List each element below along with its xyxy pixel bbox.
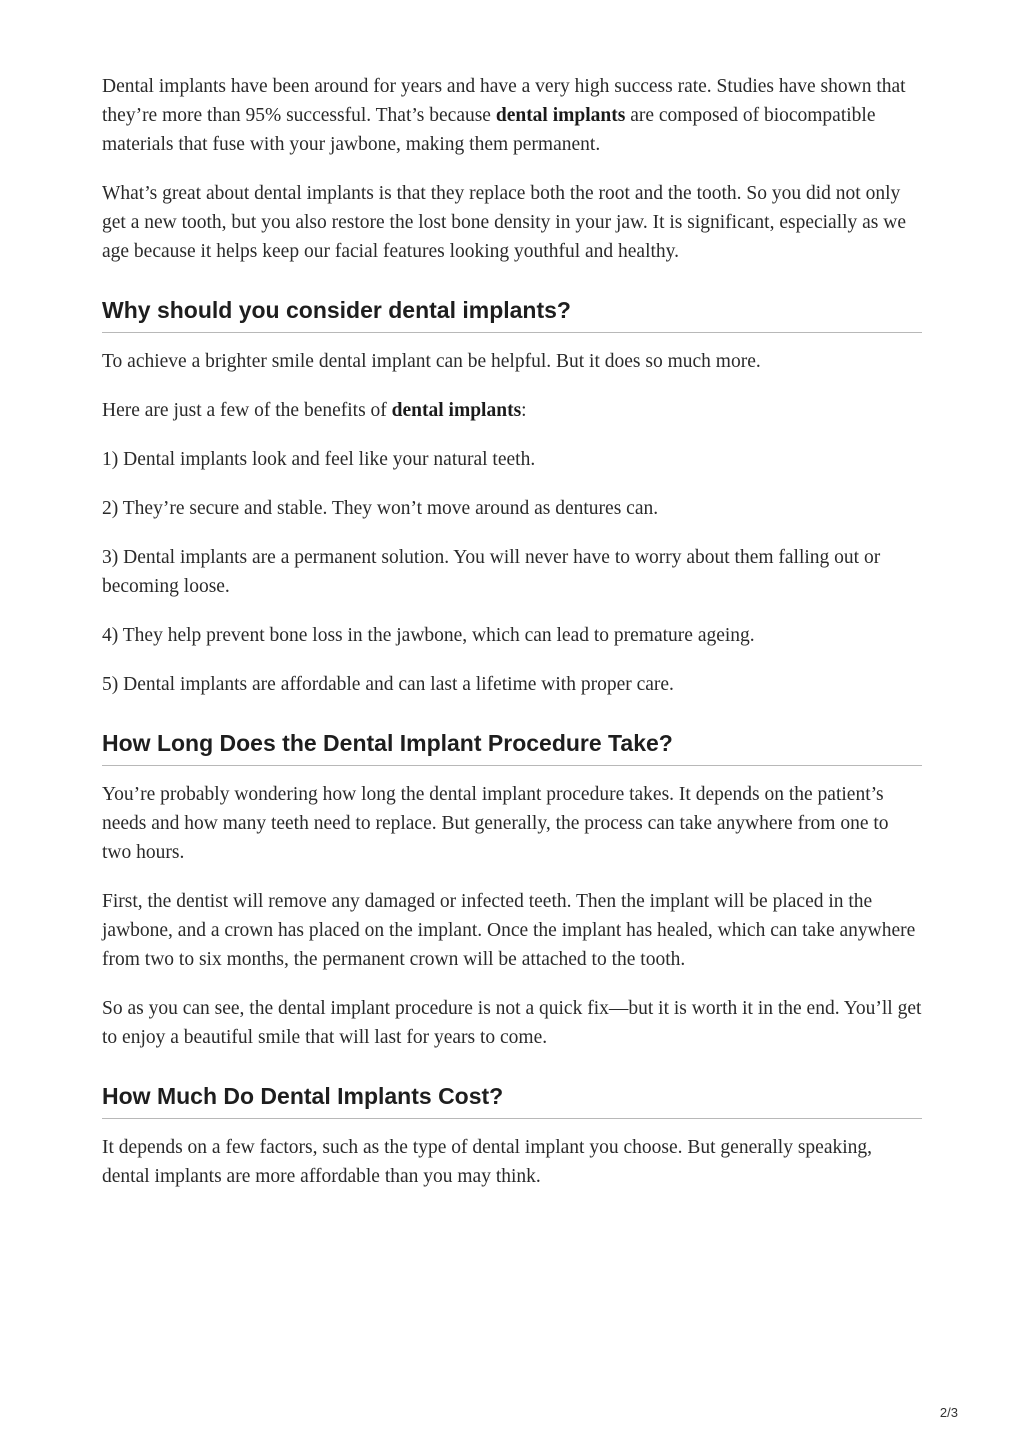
- benefit-item: 4) They help prevent bone loss in the jawbone, which can lead to premature ageing.: [102, 625, 755, 646]
- intro-p1-bold-link: dental implants: [495, 105, 626, 126]
- document-page: [102, 72, 922, 1211]
- section2-paragraph: So as you can see, the dental implant procedure is not a quick fix—but it is worth it in the end. You’ll get to enjoy a beautiful smile that will last for years to come.: [102, 998, 922, 1048]
- intro-p1-text-before: Dental implants have been around for years and have a very high success rate. Studies have shown that they’re more than 95% successful. That’s because: [102, 76, 906, 126]
- benefit-item: 2) They’re secure and stable. They won’t move around as dentures can.: [102, 498, 659, 519]
- section1-paragraph-2: [102, 396, 922, 425]
- section1-p2-bold: dental implants: [391, 400, 522, 421]
- section1-p2-text-after: :: [521, 400, 527, 421]
- section2-paragraph: You’re probably wondering how long the dental implant procedure takes. It depends on the patient’s needs and how many teeth need to replace. But generally, the process can take anywhere from one to two hours.: [102, 784, 889, 863]
- section3-paragraph: It depends on a few factors, such as the type of dental implant you choose. But generally speaking, dental implants are more affordable than you may think.: [102, 1137, 873, 1187]
- section-heading-why: Why should you consider dental implants?: [102, 296, 922, 333]
- benefit-item: 1) Dental implants look and feel like your natural teeth.: [102, 449, 536, 470]
- section1-paragraph-1: To achieve a brighter smile dental implant can be helpful. But it does so much more.: [102, 351, 761, 372]
- intro-p1-text-after: are composed of biocompatible materials that fuse with your jawbone, making them permanent.: [102, 105, 876, 155]
- section-heading-procedure-time: How Long Does the Dental Implant Procedure Take?: [102, 729, 922, 766]
- benefit-item: 3) Dental implants are a permanent solution. You will never have to worry about them falling out or becoming loose.: [102, 547, 881, 597]
- intro-paragraph-2: What’s great about dental implants is that they replace both the root and the tooth. So you did not only get a new tooth, but you also restore the lost bone density in your jaw. It is significant, especially as we age because it helps keep our facial features looking youthful and healthy.: [102, 183, 907, 262]
- page-number: 2/3: [939, 1405, 958, 1420]
- benefit-item: 5) Dental implants are affordable and can last a lifetime with proper care.: [102, 674, 674, 695]
- section1-p2-text-before: Here are just a few of the benefits of: [102, 400, 392, 421]
- section-heading-cost: How Much Do Dental Implants Cost?: [102, 1082, 922, 1119]
- section2-paragraph: First, the dentist will remove any damaged or infected teeth. Then the implant will be placed in the jawbone, and a crown has placed on the implant. Once the implant has healed, which can take anywhere from two to six months, the permanent crown will be attached to the tooth.: [102, 891, 916, 970]
- intro-paragraph-1: [102, 72, 922, 159]
